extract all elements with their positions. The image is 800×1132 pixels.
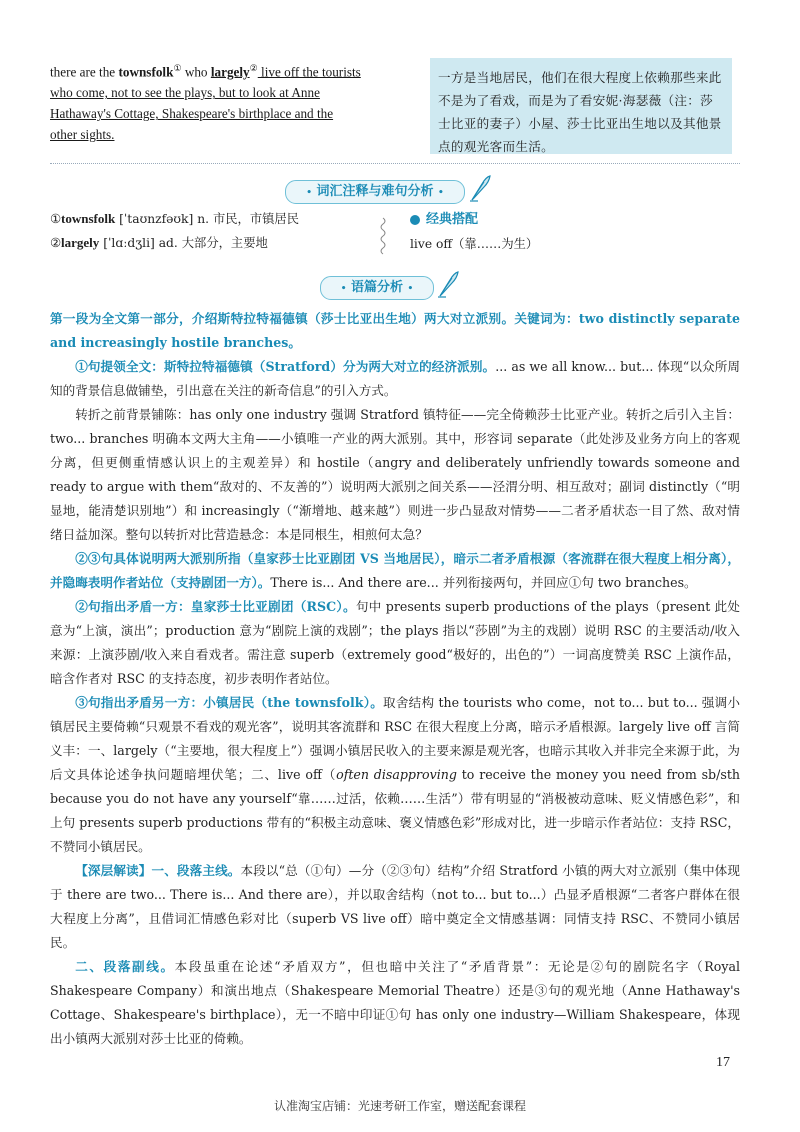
word-largely: largely xyxy=(210,64,250,80)
passage-line-4: other sights. xyxy=(50,127,115,143)
analysis-para-7: 【深层解读】一、段落主线。本段以“总（①句）—分（②③句）结构”介绍 Stratford 小镇的两大对立派别（集中体现于 there are two... There is... And there are），并以取舍结构（not to... but to...）凸显矛盾根源“二者客户群体在很大程度上分离”，且借词汇情感色彩对比（superb VS live off）暗中奠定全文情感基调：同情支持 RSC、不赞同小镇居民。 xyxy=(50,863,740,950)
passage-line-2: who come, not to see the plays, but to look at Anne xyxy=(50,85,320,101)
analysis-para-4: ②③句具体说明两大派别所指（皇家莎士比亚剧团 VS 当地居民），暗示二者矛盾根源（客流群在很大程度上相分离），并隐晦表明作者站位（支持剧团一方）。There is... And there are... 并列衔接两句，并回应①句 two branches。 xyxy=(50,551,740,590)
analysis-para-1: 第一段为全文第一部分，介绍斯特拉特福德镇（莎士比亚出生地）两大对立派别。关键词为：two distinctly separate and increasingly hostile branches。 xyxy=(50,311,740,350)
dot-icon: • xyxy=(306,188,312,198)
translation-box: 一方是当地居民，他们在很大程度上依赖那些来此不是为了看戏，而是为了看安妮·海瑟薇（注：莎士比亚的妻子）小屋、莎士比亚出生地以及其他景点的观光客而生活。 xyxy=(430,58,732,154)
analysis-section-banner: • 语篇分析 • xyxy=(320,276,434,300)
collocation-box: 经典搭配 live off（靠……为生） xyxy=(410,212,539,251)
dot-icon: • xyxy=(407,284,414,294)
vocab-item: ①townsfolk [ˈtaʊnzfəʊk] n. 市民，市镇居民 xyxy=(50,211,300,226)
passage-line-1: there are the townsfolk① who largely② live off the tourists xyxy=(50,63,361,80)
footer-note: 认准淘宝店铺：光速考研工作室，赠送配套课程 xyxy=(273,1099,526,1113)
quill-pen-icon xyxy=(468,174,492,202)
quill-pen-icon xyxy=(436,270,460,298)
analysis-para-5: ②句指出矛盾一方：皇家莎士比亚剧团（RSC）。句中 presents superb productions of the plays（present 此处意为“上演，演出”；production 意为“剧院上演的戏剧”；the plays 指以“莎剧”为主的戏剧）说明 RSC 的主要活动/收入来源：上演莎剧/收入来自看戏者。需注意 superb（extremely good“极好的，出色的”）一词高度赞美 RSC 上演作品，暗含作者对 RSC 的支持态度，初步表明作者站位。 xyxy=(50,599,740,686)
page-number: 17 xyxy=(716,1055,730,1070)
analysis-para-3: 转折之前背景铺陈：has only one industry 强调 Stratford 镇特征——完全倚赖莎士比亚产业。转折之后引入主旨：two... branches 明确本文两大主角——小镇唯一产业的两大派别。其中，形容词 separate（此处涉及业务方向上的客观分离，但更侧重情感认识上的主观差异）和 hostile（angry and deliberately unfriendly towards someone and ready to argue with them“敌对的、不友善的”）说明两大派别之间关系——泾渭分明、相互敌对；副词 distinctly（“明显地，能清楚识别地”）和 increasingly（“渐增地、越来越”）则进一步凸显敌对情势——二者矛盾状态一目了然、敌对情绪日益加深。整句以转折对比营造悬念：本是同根生，相煎何太急？ xyxy=(50,407,740,542)
spiral-binding-icon xyxy=(379,216,387,260)
word-townsfolk: townsfolk xyxy=(118,64,174,80)
passage-line-3: Hathaway's Cottage, Shakespeare's birthplace and the xyxy=(50,106,334,122)
divider xyxy=(50,163,740,164)
analysis-para-8: 二、段落副线。本段虽重在论述“矛盾双方”，但也暗中关注了“矛盾背景”：无论是②句的剧院名字（Royal Shakespeare Company）和演出地点（Shakespeare Memorial Theatre）还是③句的观光地（Anne Hathaway's Cottage、Shakespeare's birthplace），无一不暗中印证①句 has only one industry—William Shakespeare，体现出小镇两大派别对莎士比亚的倚赖。 xyxy=(50,959,741,1046)
passage-excerpt xyxy=(50,58,418,145)
analysis-para-6: ③句指出矛盾另一方：小镇居民（the townsfolk）。取舍结构 the tourists who come，not to... but to... 强调小镇居民主要倚赖“只观景不看戏的观光客”，说明其客流群和 RSC 在很大程度上分离，暗示矛盾根源。largely live off 言简义丰：一、largely（“主要地，很大程度上”）强调小镇居民收入的主要来源是观光客，也暗示其收入并非完全来源于此，为后文具体论述争执问题暗埋伏笔；二、live off（often disapproving to receive the money you need from sb/sth because you do not have any yourself“靠……过活，依赖……生活”）带有明显的“消极被动意味、贬义情感色彩”，和上句 presents superb productions 带有的“积极主动意味、褒义情感色彩”形成对比，进一步暗示作者站位：支持 RSC，不赞同小镇居民。 xyxy=(50,695,741,854)
vocab-item: ②largely [ˈlɑːdʒli] ad. 大部分，主要地 xyxy=(50,235,268,250)
bullet-icon xyxy=(410,215,420,225)
analysis-body xyxy=(50,307,740,1051)
vocab-list xyxy=(50,207,380,255)
dot-icon: • xyxy=(340,284,347,294)
vocab-section-banner: • 词汇注释与难句分析 • xyxy=(285,180,465,204)
analysis-para-2: ①句提领全文：斯特拉特福德镇（Stratford）分为两大对立的经济派别。... as we all know... but... 体现“以众所周知的背景信息做铺垫，引出意在关注的新奇信息”的引入方式。 xyxy=(50,359,740,398)
dot-icon: • xyxy=(438,188,444,198)
